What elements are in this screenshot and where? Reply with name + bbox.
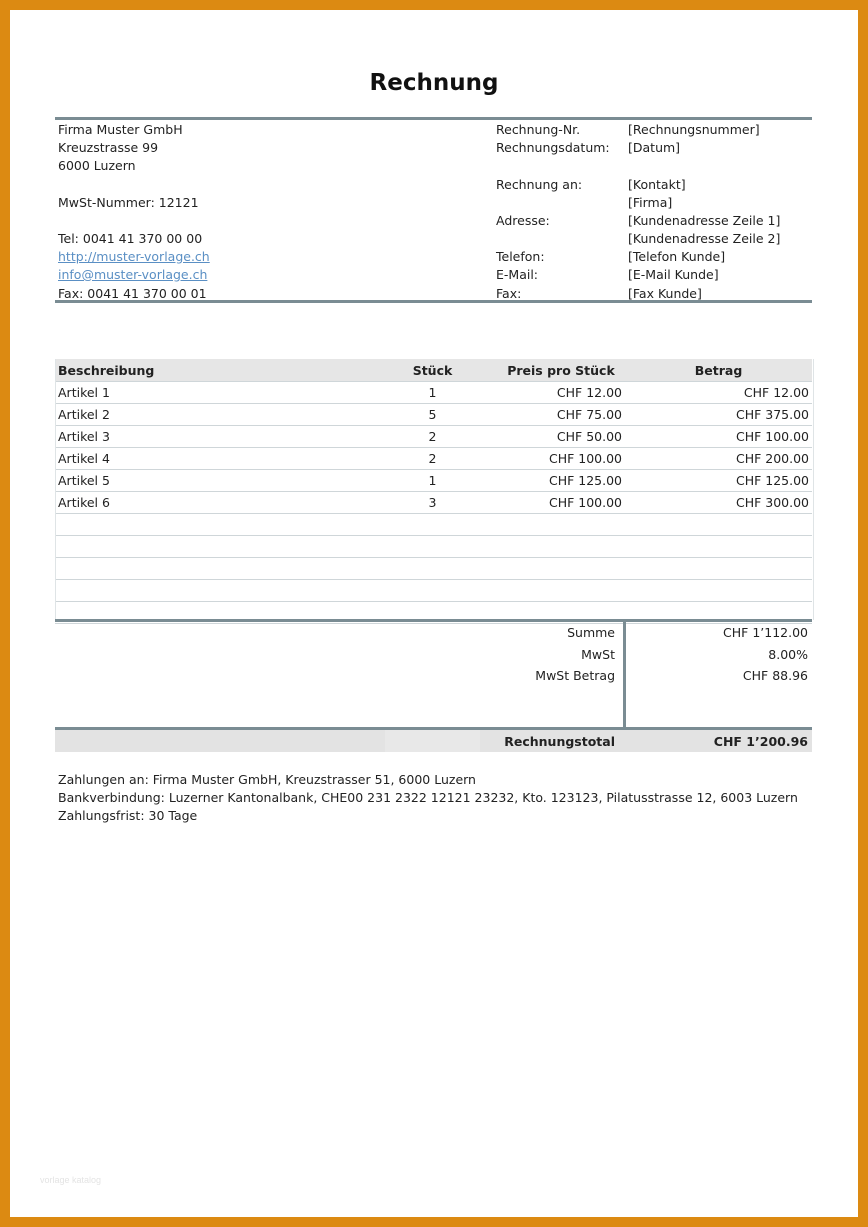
phone-label: Telefon: xyxy=(496,249,545,264)
sum-value: CHF 1’112.00 xyxy=(723,625,808,640)
vat-rate-value: 8.00% xyxy=(768,647,808,662)
item-description: Artikel 3 xyxy=(55,426,385,448)
item-unit-price: CHF 125.00 xyxy=(480,470,625,492)
sender-email-link[interactable]: info@muster-vorlage.ch xyxy=(58,267,208,282)
sender-website-link[interactable]: http://muster-vorlage.ch xyxy=(58,249,210,264)
email-value: [E-Mail Kunde] xyxy=(628,267,719,282)
sender-phone: Tel: 0041 41 370 00 00 xyxy=(58,231,203,246)
sender-street: Kreuzstrasse 99 xyxy=(58,140,159,155)
item-unit-price: CHF 12.00 xyxy=(480,382,625,404)
sender-fax: Fax: 0041 41 370 00 01 xyxy=(58,286,207,301)
col-header-unit-price: Preis pro Stück xyxy=(480,359,625,382)
watermark: vorlage katalog xyxy=(40,1175,102,1185)
sender-company: Firma Muster GmbH xyxy=(58,122,183,137)
col-header-amount: Betrag xyxy=(625,359,812,382)
item-qty: 1 xyxy=(385,470,480,492)
bank-details-note: Bankverbindung: Luzerner Kantonalbank, CHE00 231 2322 12121 23232, Kto. 123123, Pilatusstrasse 12, 6003 Luzern xyxy=(58,790,798,805)
item-description: Artikel 5 xyxy=(55,470,385,492)
item-amount: CHF 200.00 xyxy=(625,448,812,470)
item-unit-price: CHF 100.00 xyxy=(480,492,625,514)
invoice-total-label: Rechnungstotal xyxy=(504,734,615,749)
address-line2-value: [Kundenadresse Zeile 2] xyxy=(628,231,781,246)
item-qty: 5 xyxy=(385,404,480,426)
item-qty: 1 xyxy=(385,382,480,404)
payment-recipient-note: Zahlungen an: Firma Muster GmbH, Kreuzstrasser 51, 6000 Luzern xyxy=(58,772,476,787)
items-table-outline xyxy=(55,359,814,620)
item-description: Artikel 1 xyxy=(55,382,385,404)
item-description: Artikel 4 xyxy=(55,448,385,470)
item-qty: 2 xyxy=(385,448,480,470)
sum-label: Summe xyxy=(567,625,615,640)
invoice-number-label: Rechnung-Nr. xyxy=(496,122,581,137)
bill-to-label: Rechnung an: xyxy=(496,177,583,192)
invoice-number-value: [Rechnungsnummer] xyxy=(628,122,760,137)
contact-value: [Kontakt] xyxy=(628,177,686,192)
total-bar-segment xyxy=(55,730,385,752)
vat-amount-value: CHF 88.96 xyxy=(742,668,808,683)
invoice-total-value: CHF 1’200.96 xyxy=(713,734,808,749)
totals-top-rule xyxy=(55,619,812,622)
address-line1-value: [Kundenadresse Zeile 1] xyxy=(628,213,781,228)
company-value: [Firma] xyxy=(628,195,673,210)
document-title: Rechnung xyxy=(369,70,499,96)
item-description: Artikel 6 xyxy=(55,492,385,514)
item-qty: 2 xyxy=(385,426,480,448)
vat-amount-label: MwSt Betrag xyxy=(535,668,615,683)
item-amount: CHF 300.00 xyxy=(625,492,812,514)
fax-value: [Fax Kunde] xyxy=(628,286,702,301)
payment-terms-note: Zahlungsfrist: 30 Tage xyxy=(58,808,198,823)
vat-rate-label: MwSt xyxy=(581,647,615,662)
item-amount: CHF 125.00 xyxy=(625,470,812,492)
item-description: Artikel 2 xyxy=(55,404,385,426)
invoice-date-value: [Datum] xyxy=(628,140,681,155)
sender-vat-number: MwSt-Nummer: 12121 xyxy=(58,195,199,210)
item-qty: 3 xyxy=(385,492,480,514)
item-unit-price: CHF 75.00 xyxy=(480,404,625,426)
email-label: E-Mail: xyxy=(496,267,539,282)
address-label: Adresse: xyxy=(496,213,550,228)
item-amount: CHF 375.00 xyxy=(625,404,812,426)
col-header-description: Beschreibung xyxy=(55,359,385,382)
item-unit-price: CHF 100.00 xyxy=(480,448,625,470)
item-unit-price: CHF 50.00 xyxy=(480,426,625,448)
invoice-date-label: Rechnungsdatum: xyxy=(496,140,610,155)
col-header-qty: Stück xyxy=(385,359,480,382)
phone-value: [Telefon Kunde] xyxy=(628,249,726,264)
item-amount: CHF 100.00 xyxy=(625,426,812,448)
item-amount: CHF 12.00 xyxy=(625,382,812,404)
sender-city: 6000 Luzern xyxy=(58,158,136,173)
fax-label: Fax: xyxy=(496,286,522,301)
header-top-rule xyxy=(55,117,812,120)
